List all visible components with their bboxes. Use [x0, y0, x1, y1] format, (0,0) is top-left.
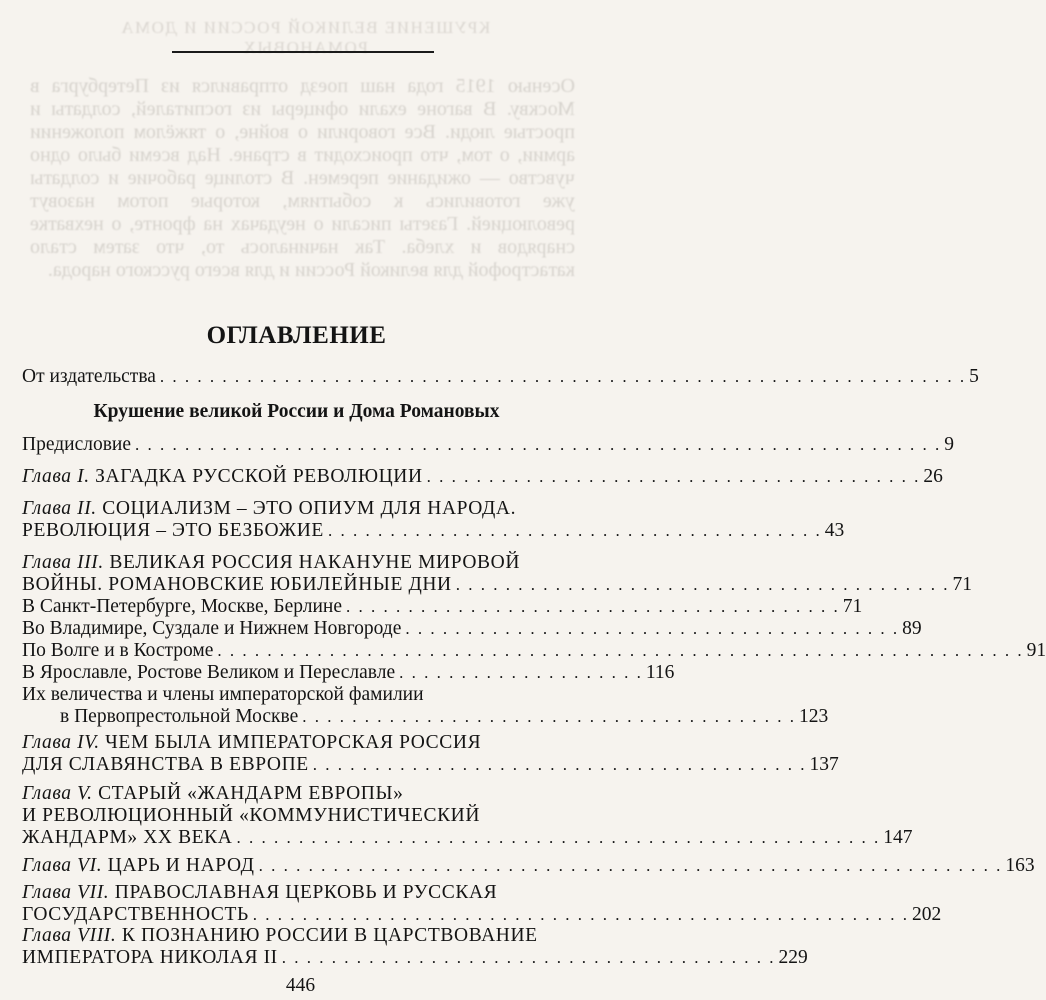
- page-ref: 71: [952, 574, 972, 595]
- entry-title: Глава VI. ЦАРЬ И НАРОД: [22, 855, 255, 876]
- page-ref: 5: [969, 366, 979, 387]
- toc-line: [22, 498, 571, 520]
- entry-title-continued: ИМПЕРАТОРА НИКОЛАЯ II: [22, 947, 278, 968]
- chapter-prefix: Глава V.: [22, 783, 93, 804]
- page-ref: 9: [944, 434, 955, 455]
- toc-line: [22, 574, 972, 596]
- entry-title: ЧЕМ БЫЛА ИМПЕРАТОРСКАЯ РОССИЯ: [105, 732, 482, 753]
- entry-title: Предисловие: [22, 434, 132, 455]
- entry-title-continued: ВОЙНЫ. РОМАНОВСКИЕ ЮБИЛЕЙНЫЕ ДНИ: [22, 574, 452, 595]
- entry-title: Их величества и члены императорской фамилии: [22, 684, 424, 705]
- page-ref: 43: [824, 520, 845, 541]
- chapter-prefix: Глава IV.: [22, 732, 100, 753]
- toc-line: [22, 925, 571, 947]
- toc-entry: [22, 466, 943, 488]
- toc-entry: [22, 434, 955, 456]
- dot-leader: . . . . . . . . . . . . . . . . . . . . . . . . . . . . . . . . . . . . . . . .: [312, 755, 807, 774]
- toc-line: [22, 596, 863, 618]
- entry-title: СТАРЫЙ «ЖАНДАРМ ЕВРОПЫ»: [98, 783, 404, 804]
- entry-title: В Санкт-Петербурге, Москве, Берлине: [22, 596, 343, 617]
- toc-entry: [22, 640, 1046, 662]
- entry-title: СОЦИАЛИЗМ – ЭТО ОПИУМ ДЛЯ НАРОДА.: [102, 498, 517, 519]
- entry-title-continued: ЖАНДАРМ» XX ВЕКА: [22, 827, 233, 848]
- toc-entry: [22, 618, 922, 640]
- toc-line: [22, 827, 913, 849]
- toc-entry: [22, 882, 942, 926]
- entry-title-continued: И РЕВОЛЮЦИОННЫЙ «КОММУНИСТИЧЕСКИЙ: [22, 805, 481, 826]
- toc-entry: [22, 662, 675, 684]
- dot-leader: . . . . . . . . . . . . . . . . . . . . . . . . . . . . . . . . . . . . . . . .: [346, 597, 840, 616]
- dot-leader: . . . . . . . . . . . . . . . . . . . . . . . . . . . . . . . . . . . . . . . . . . . . . . . . . . . . .: [252, 905, 910, 924]
- dot-leader: . . . . . . . . . . . . . . . . . . . . . . . . . . . . . . . . . . . . . . . .: [455, 575, 950, 594]
- toc-line: [22, 783, 571, 805]
- toc-line: [22, 855, 1035, 877]
- toc-entry: [22, 596, 863, 618]
- page-title: ОГЛАВЛЕНИЕ: [206, 322, 387, 349]
- page-ref: 91: [1026, 640, 1046, 661]
- entry-title-continued: ГОСУДАРСТВЕННОСТЬ: [22, 904, 249, 925]
- page-ref: 116: [645, 662, 675, 683]
- entry-title: По Волге и в Костроме: [22, 640, 214, 661]
- toc-entry: [22, 366, 979, 388]
- toc-entry: [22, 684, 829, 728]
- page-ref: 229: [778, 947, 808, 968]
- page-ref: 71: [842, 596, 863, 617]
- entry-title: К ПОЗНАНИЮ РОССИИ В ЦАРСТВОВАНИЕ: [121, 925, 538, 946]
- entry-title: От издательства: [22, 366, 156, 387]
- chapter-prefix: Глава I.: [22, 466, 90, 487]
- toc-line: [22, 754, 839, 776]
- toc-entry: [22, 855, 1035, 877]
- entry-title: В Ярославле, Ростове Великом и Переславле: [22, 662, 396, 683]
- dot-leader: . . . . . . . . . . . . . . . . . . . . . . . . . . . . . . . . . . . . . . . . . . . . . . . . . . . . . . . . . . . . . . . . .: [217, 641, 1024, 660]
- entry-title: Глава I. ЗАГАДКА РУССКОЙ РЕВОЛЮЦИИ: [22, 466, 423, 487]
- toc-line: [22, 662, 675, 684]
- page-number: 446: [285, 975, 316, 996]
- chapter-prefix: Глава VII.: [22, 882, 110, 903]
- toc-entry: [22, 783, 913, 849]
- toc-entry: [22, 552, 972, 596]
- page-ref: 26: [923, 466, 943, 487]
- chapter-prefix: Глава III.: [22, 552, 104, 573]
- entry-title-continued: ДЛЯ СЛАВЯНСТВА В ЕВРОПЕ: [22, 754, 309, 775]
- toc-line: [22, 882, 571, 904]
- page-ref: 89: [902, 618, 922, 639]
- chapter-prefix: Глава VI.: [22, 855, 103, 876]
- chapter-prefix: Глава II.: [22, 498, 97, 519]
- page-ref: 163: [1005, 855, 1035, 876]
- dot-leader: . . . . . . . . . . . . . . . . . . . . . . . . . . . . . . . . . . . . . . . .: [405, 619, 900, 638]
- page-ref: 137: [809, 754, 839, 775]
- toc-line: [22, 684, 571, 706]
- entry-title: ПРАВОСЛАВНАЯ ЦЕРКОВЬ И РУССКАЯ: [114, 882, 498, 903]
- dot-leader: . . . . . . . . . . . . . . . . . . . . . . . . . . . . . . . . . . . . . . . .: [327, 521, 822, 540]
- toc-line: [22, 434, 955, 456]
- dot-leader: . . . . . . . . . . . . . . . . . . . . . . . . . . . . . . . . . . . . . . . .: [302, 707, 796, 726]
- dot-leader: . . . . . . . . . . . . . . . . . . . . . . . . . . . . . . . . . . . . . . . . . . . . . . . . . . . .: [236, 828, 881, 847]
- toc-line: [22, 706, 829, 728]
- dot-leader: . . . . . . . . . . . . . . . . . . . . . . . . . . . . . . . . . . . . . . . . . . . . . . . . . . . . . . . . . . . . . . . . .: [159, 367, 967, 386]
- section-heading: Крушение великой России и Дома Романовых: [93, 401, 500, 422]
- toc-line: [22, 732, 571, 754]
- toc-line: [22, 552, 571, 574]
- entry-title-continued: в Первопрестольной Москве: [60, 706, 299, 727]
- entry-title: Во Владимире, Суздале и Нижнем Новгороде: [22, 618, 402, 639]
- toc-line: [22, 805, 571, 827]
- toc-line: [22, 466, 943, 488]
- toc-entry: [22, 732, 839, 776]
- dot-leader: . . . . . . . . . . . . . . . . . . . . . . . . . . . . . . . . . . . . . . . .: [281, 948, 776, 967]
- bleed-through-header: КРУШЕНИЕ ВЕЛИКОЙ РОССИИ И ДОМА РОМАНОВЫХ: [119, 18, 491, 57]
- toc-line: [22, 947, 808, 969]
- page-ref: 202: [912, 904, 942, 925]
- dot-leader: . . . . . . . . . . . . . . . . . . . . . . . . . . . . . . . . . . . . . . . . . . . . . . . . . . . . . . . . . . . .: [258, 856, 1003, 875]
- toc-line: [22, 520, 845, 542]
- toc-line: [22, 904, 942, 926]
- page-ref: 147: [883, 827, 913, 848]
- entry-title-continued: РЕВОЛЮЦИЯ – ЭТО БЕЗБОЖИЕ: [22, 520, 324, 541]
- toc-line: [22, 618, 922, 640]
- chapter-prefix: Глава VIII.: [22, 925, 117, 946]
- header-rule: [172, 51, 434, 53]
- toc-line: [22, 640, 1046, 662]
- dot-leader: . . . . . . . . . . . . . . . . . . . . . . . . . . . . . . . . . . . . . . . .: [426, 467, 921, 486]
- dot-leader: . . . . . . . . . . . . . . . . . . . . . . . . . . . . . . . . . . . . . . . . . . . . . . . . . . . . . . . . . . . . . . . . .: [135, 435, 942, 454]
- toc-line: [22, 366, 979, 388]
- toc-entry: [22, 925, 808, 969]
- page-ref: 123: [798, 706, 829, 727]
- entry-title: ВЕЛИКАЯ РОССИЯ НАКАНУНЕ МИРОВОЙ: [109, 552, 521, 573]
- bleed-through-text: Осенью 1915 года наш поезд отправился из Петербурга в Москву. В вагоне ехали офицеры из госпиталей, солдаты и простые люди. Все говорили о войне, о тяжёлом положении армии, о том, что происходит в стране. Над всеми было одно чувство — ожидание перемен. В столице рабочие и солдаты уже готовились к событиям, которые потом назовут революцией. Газеты писали о неудачах на фронте, о нехватке снарядов и хлеба. Так начиналось то, что затем стало катастрофой для великой России и для всего русского народа.: [30, 75, 575, 281]
- toc-entry: [22, 498, 845, 542]
- dot-leader: . . . . . . . . . . . . . . . . . . . .: [399, 663, 643, 682]
